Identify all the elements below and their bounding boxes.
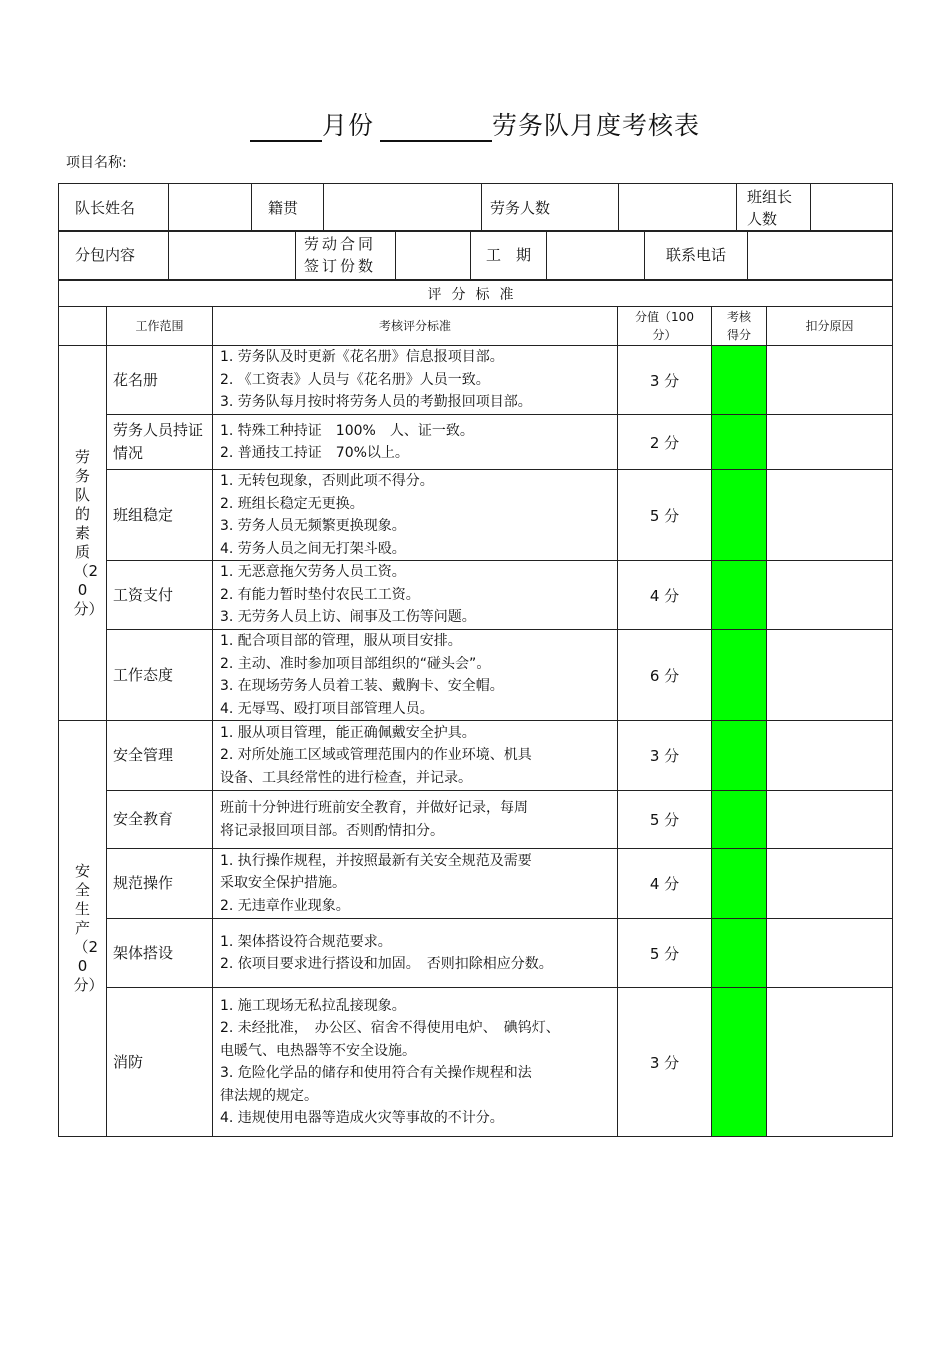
- grade-input-cell[interactable]: [712, 561, 767, 630]
- period-label: 工 期: [471, 231, 547, 280]
- criteria-line: 1. 服从项目管理，能正确佩戴安全护具。: [220, 724, 476, 741]
- grade-input-cell[interactable]: [712, 415, 767, 470]
- criteria-line: 2. 主动、准时参加项目部组织的“碰头会”。: [220, 655, 491, 672]
- criteria-line: 3. 危险化学品的储存和使用符合有关操作规程和法: [220, 1065, 532, 1081]
- criteria-line: 1. 执行操作规程，并按照最新有关安全规范及需要: [220, 852, 532, 869]
- header-row-1: [59, 184, 893, 232]
- column-header-row: [59, 307, 893, 346]
- criteria-line: 设备、工具经常性的进行检查，并记录。: [220, 769, 472, 786]
- scope-cell: 安全教育: [107, 791, 213, 849]
- score-cell: 4 分: [618, 849, 712, 919]
- reason-input-cell[interactable]: [767, 470, 893, 561]
- scope-cell: 花名册: [107, 346, 213, 415]
- scope-cell: 班组稳定: [107, 470, 213, 561]
- scope-cell: 架体搭设: [107, 919, 213, 988]
- criteria-line: 1. 特殊工种持证 100% 人、证一致。: [220, 422, 474, 439]
- form-title: [0, 106, 950, 142]
- scoring-table: [58, 280, 893, 1137]
- criteria-cell: [213, 919, 618, 988]
- score-header: 分值（100 分）: [618, 307, 712, 346]
- reason-header: 扣分原因: [767, 307, 893, 346]
- scope-header: 工作范围: [107, 307, 213, 346]
- scoring-rows: [59, 346, 893, 1137]
- reason-input-cell[interactable]: [767, 346, 893, 415]
- criteria-cell: [213, 791, 618, 849]
- criteria-line: 4. 无辱骂、殴打项目部管理人员。: [220, 700, 434, 717]
- team-leader-count-label: 班组长人数: [737, 184, 811, 232]
- category-label: 安全生产（20分）: [73, 862, 104, 994]
- score-cell: 3 分: [618, 721, 712, 791]
- team-leader-count-field[interactable]: [811, 184, 893, 232]
- reason-input-cell[interactable]: [767, 988, 893, 1137]
- subcontract-field[interactable]: [169, 231, 296, 280]
- period-field[interactable]: [547, 231, 645, 280]
- criteria-line: 4. 劳务人员之间无打架斗殴。: [220, 540, 406, 557]
- category-cell: [59, 721, 107, 1137]
- criteria-cell: [213, 470, 618, 561]
- reason-input-cell[interactable]: [767, 415, 893, 470]
- criteria-line: 2. 无违章作业现象。: [220, 897, 350, 914]
- scoring-standard-heading: 评分标准: [59, 281, 893, 307]
- reason-input-cell[interactable]: [767, 919, 893, 988]
- criteria-line: 1. 无恶意拖欠劳务人员工资。: [220, 564, 406, 581]
- score-cell: 2 分: [618, 415, 712, 470]
- criteria-cell: [213, 346, 618, 415]
- hometown-field[interactable]: [324, 184, 482, 232]
- criteria-line: 2. 未经批准， 办公区、宿舍不得使用电炉、 碘钨灯、: [220, 1020, 560, 1036]
- contract-copies-label: 劳动合同签订份数: [296, 231, 396, 280]
- phone-label: 联系电话: [645, 231, 748, 280]
- hometown-label: 籍贯: [252, 184, 324, 232]
- grade-input-cell[interactable]: [712, 721, 767, 791]
- criteria-line: 将记录报回项目部。否则酌情扣分。: [220, 822, 444, 839]
- category-header: [59, 307, 107, 346]
- header-row-2: [59, 231, 893, 280]
- criteria-line: 3. 劳务人员无频繁更换现象。: [220, 518, 406, 534]
- grade-input-cell[interactable]: [712, 470, 767, 561]
- leader-name-label: 队长姓名: [59, 184, 169, 232]
- criteria-cell: [213, 721, 618, 791]
- scoring-band-row: [59, 281, 893, 307]
- header-info-table-2: [58, 230, 893, 280]
- criteria-line: 2. 对所处施工区域或管理范围内的作业环境、机具: [220, 747, 532, 764]
- grade-input-cell[interactable]: [712, 346, 767, 415]
- criteria-line: 电暖气、电热器等不安全设施。: [220, 1042, 416, 1059]
- title-main: 劳务队月度考核表: [492, 111, 701, 140]
- grade-input-cell[interactable]: [712, 791, 767, 849]
- reason-input-cell[interactable]: [767, 849, 893, 919]
- header-info-table: [58, 183, 893, 232]
- criteria-line: 1. 劳务队及时更新《花名册》信息报项目部。: [220, 349, 504, 366]
- score-cell: 5 分: [618, 470, 712, 561]
- criteria-line: 1. 无转包现象，否则此项不得分。: [220, 473, 434, 489]
- score-cell: 4 分: [618, 561, 712, 630]
- table-row: [59, 988, 893, 1137]
- scope-cell: 消防: [107, 988, 213, 1137]
- criteria-line: 1. 施工现场无私拉乱接现象。: [220, 997, 406, 1014]
- month-blank[interactable]: [250, 110, 322, 142]
- criteria-line: 律法规的规定。: [220, 1087, 318, 1104]
- criteria-line: 采取安全保护措施。: [220, 875, 346, 892]
- criteria-line: 4. 违规使用电器等造成火灾等事故的不计分。: [220, 1110, 504, 1126]
- criteria-line: 2. 依项目要求进行搭设和加固。 否则扣除相应分数。: [220, 956, 553, 972]
- scope-cell: 工作态度: [107, 630, 213, 721]
- subcontract-label: 分包内容: [59, 231, 169, 280]
- month-suffix: 月份: [321, 111, 374, 140]
- score-cell: 3 分: [618, 988, 712, 1137]
- criteria-line: 1. 配合项目部的管理，服从项目安排。: [220, 633, 462, 649]
- labor-count-field[interactable]: [619, 184, 737, 232]
- table-row: [59, 849, 893, 919]
- phone-field[interactable]: [748, 231, 893, 280]
- scope-cell: 工资支付: [107, 561, 213, 630]
- criteria-cell: [213, 849, 618, 919]
- reason-input-cell[interactable]: [767, 630, 893, 721]
- leader-name-field[interactable]: [169, 184, 252, 232]
- criteria-header: 考核评分标准: [213, 307, 618, 346]
- contract-copies-field[interactable]: [396, 231, 471, 280]
- reason-input-cell[interactable]: [767, 721, 893, 791]
- table-row: [59, 630, 893, 721]
- score-cell: 6 分: [618, 630, 712, 721]
- criteria-cell: [213, 988, 618, 1137]
- criteria-line: 班前十分钟进行班前安全教育，并做好记录，每周: [220, 800, 528, 816]
- project-name-label: 项目名称:: [66, 155, 127, 171]
- reason-input-cell[interactable]: [767, 791, 893, 849]
- table-row: [59, 346, 893, 415]
- table-row: [59, 791, 893, 849]
- criteria-line: 2. 有能力暂时垫付农民工工资。: [220, 586, 420, 603]
- criteria-cell: [213, 561, 618, 630]
- scope-cell: 安全管理: [107, 721, 213, 791]
- criteria-line: 3. 在现场劳务人员着工装、戴胸卡、安全帽。: [220, 678, 504, 694]
- scope-cell: 劳务人员持证情况: [107, 415, 213, 470]
- table-row: [59, 561, 893, 630]
- grade-input-cell[interactable]: [712, 919, 767, 988]
- grade-input-cell[interactable]: [712, 849, 767, 919]
- category-cell: [59, 346, 107, 721]
- criteria-line: 1. 架体搭设符合规范要求。: [220, 933, 392, 950]
- reason-input-cell[interactable]: [767, 561, 893, 630]
- table-row: [59, 415, 893, 470]
- table-row: [59, 919, 893, 988]
- criteria-cell: [213, 630, 618, 721]
- score-cell: 5 分: [618, 791, 712, 849]
- score-cell: 3 分: [618, 346, 712, 415]
- criteria-cell: [213, 415, 618, 470]
- grade-header: 考核得分: [712, 307, 767, 346]
- grade-input-cell[interactable]: [712, 988, 767, 1137]
- team-name-blank[interactable]: [380, 110, 492, 142]
- category-label: 劳务队的素质（20分）: [73, 447, 104, 618]
- criteria-line: 3. 无劳务人员上访、闹事及工伤等问题。: [220, 609, 476, 626]
- score-cell: 5 分: [618, 919, 712, 988]
- table-row: [59, 470, 893, 561]
- criteria-line: 2. 班组长稳定无更换。: [220, 495, 364, 512]
- scope-cell: 规范操作: [107, 849, 213, 919]
- grade-input-cell[interactable]: [712, 630, 767, 721]
- criteria-line: 2. 《工资表》人员与《花名册》人员一致。: [220, 371, 490, 388]
- criteria-line: 3. 劳务队每月按时将劳务人员的考勤报回项目部。: [220, 394, 532, 411]
- criteria-line: 2. 普通技工持证 70%以上。: [220, 445, 409, 461]
- labor-count-label: 劳务人数: [482, 184, 619, 232]
- table-row: [59, 721, 893, 791]
